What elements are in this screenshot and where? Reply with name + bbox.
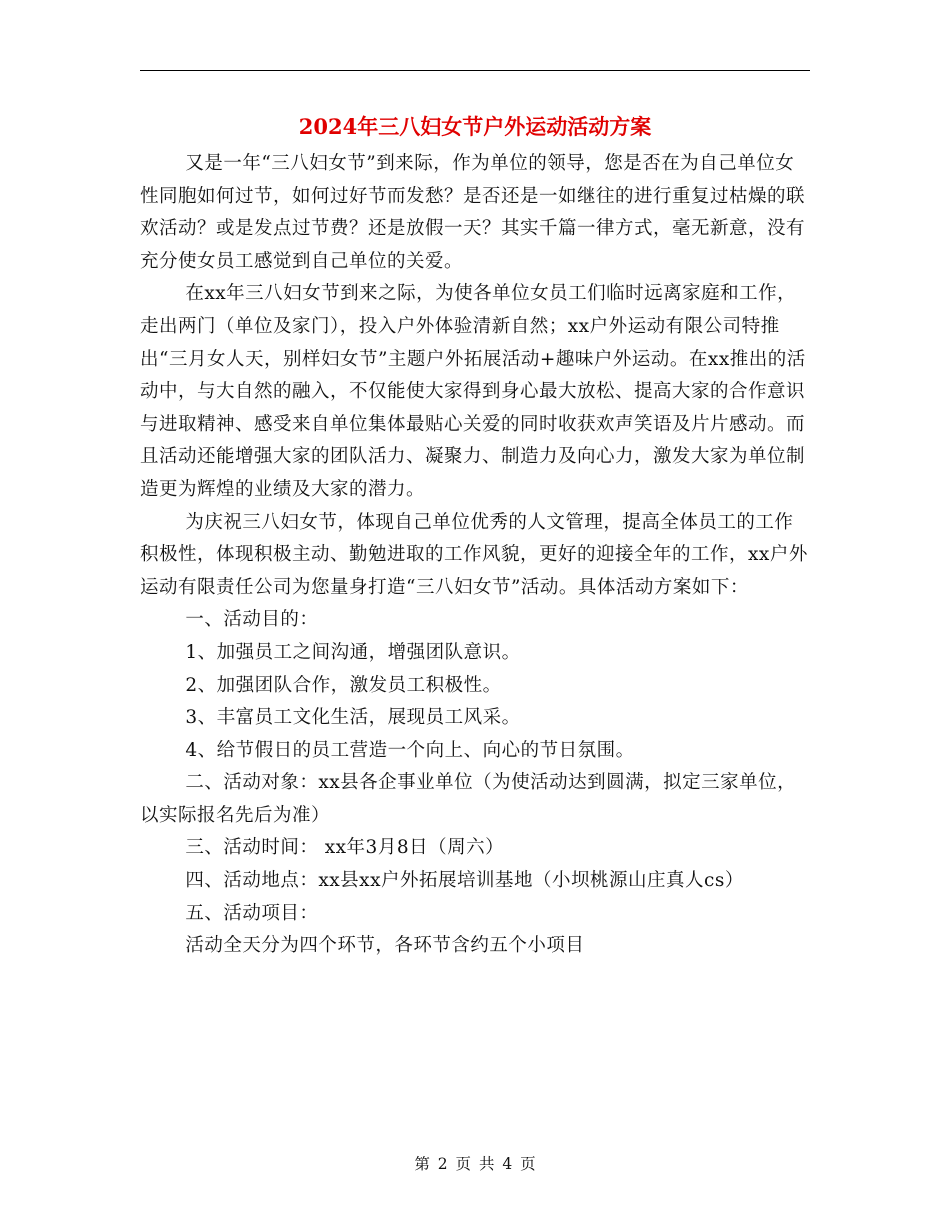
section-location: 四、活动地点：xx县xx户外拓展培训基地（小坝桃源山庄真人cs）	[185, 870, 744, 892]
section-heading-goals: 一、活动目的：	[185, 609, 319, 631]
list-item-goal-2: 2、加强团队合作，激发员工积极性。	[185, 674, 502, 696]
list-item-goal-1: 1、加强员工之间沟通，增强团队意识。	[185, 641, 521, 663]
page-number-footer: 第 2 页 共 4 页	[414, 1155, 536, 1173]
paragraph-intro: 又是一年“三八妇女节”到来际，作为单位的领导，您是否在为自己单位女性同胞如何过节，如何过好节而发愁？是否还是一如继往的进行重复过枯燥的联欢活动？或是发点过节费？还是放假一天？其实千篇一律方式，毫无新意，没有充分使女员工感觉到自己单位的关爱。	[140, 153, 806, 272]
section-participants: 二、活动对象：xx县各企事业单位（为使活动达到圆满，拟定三家单位，以实际报名先后为准）	[140, 772, 797, 826]
document-title: 2024年三八妇女节户外运动活动方案	[298, 114, 652, 139]
section-heading-projects: 五、活动项目：	[185, 902, 319, 924]
paragraph-projects-summary: 活动全天分为四个环节，各环节含约五个小项目	[185, 935, 585, 957]
document-body	[140, 148, 810, 963]
header-rule	[140, 70, 810, 71]
section-time: 三、活动时间： xx年3月8日（周六）	[185, 837, 505, 859]
list-item-goal-3: 3、丰富员工文化生活，展现员工风采。	[185, 707, 521, 729]
paragraph-purpose: 为庆祝三八妇女节，体现自己单位优秀的人文管理，提高全体员工的工作积极性，体现积极主动、勤勉进取的工作风貌，更好的迎接全年的工作，xx户外运动有限责任公司为您量身打造“三八妇女节”活动。具体活动方案如下：	[140, 511, 808, 598]
list-item-goal-4: 4、给节假日的员工营造一个向上、向心的节日氛围。	[185, 739, 635, 761]
paragraph-background: 在xx年三八妇女节到来之际，为使各单位女员工们临时远离家庭和工作，走出两门（单位及家门），投入户外体验清新自然；xx户外运动有限公司特推出“三月女人天，别样妇女节”主题户外拓展活动+趣味户外运动。在xx推出的活动中，与大自然的融入，不仅能使大家得到身心最大放松、提高大家的合作意识与进取精神、感受来自单位集体最贴心关爱的同时收获欢声笑语及片片感动。而且活动还能增强大家的团队活力、凝聚力、制造力及向心力，激发大家为单位制造更为辉煌的业绩及大家的潜力。	[140, 283, 806, 500]
